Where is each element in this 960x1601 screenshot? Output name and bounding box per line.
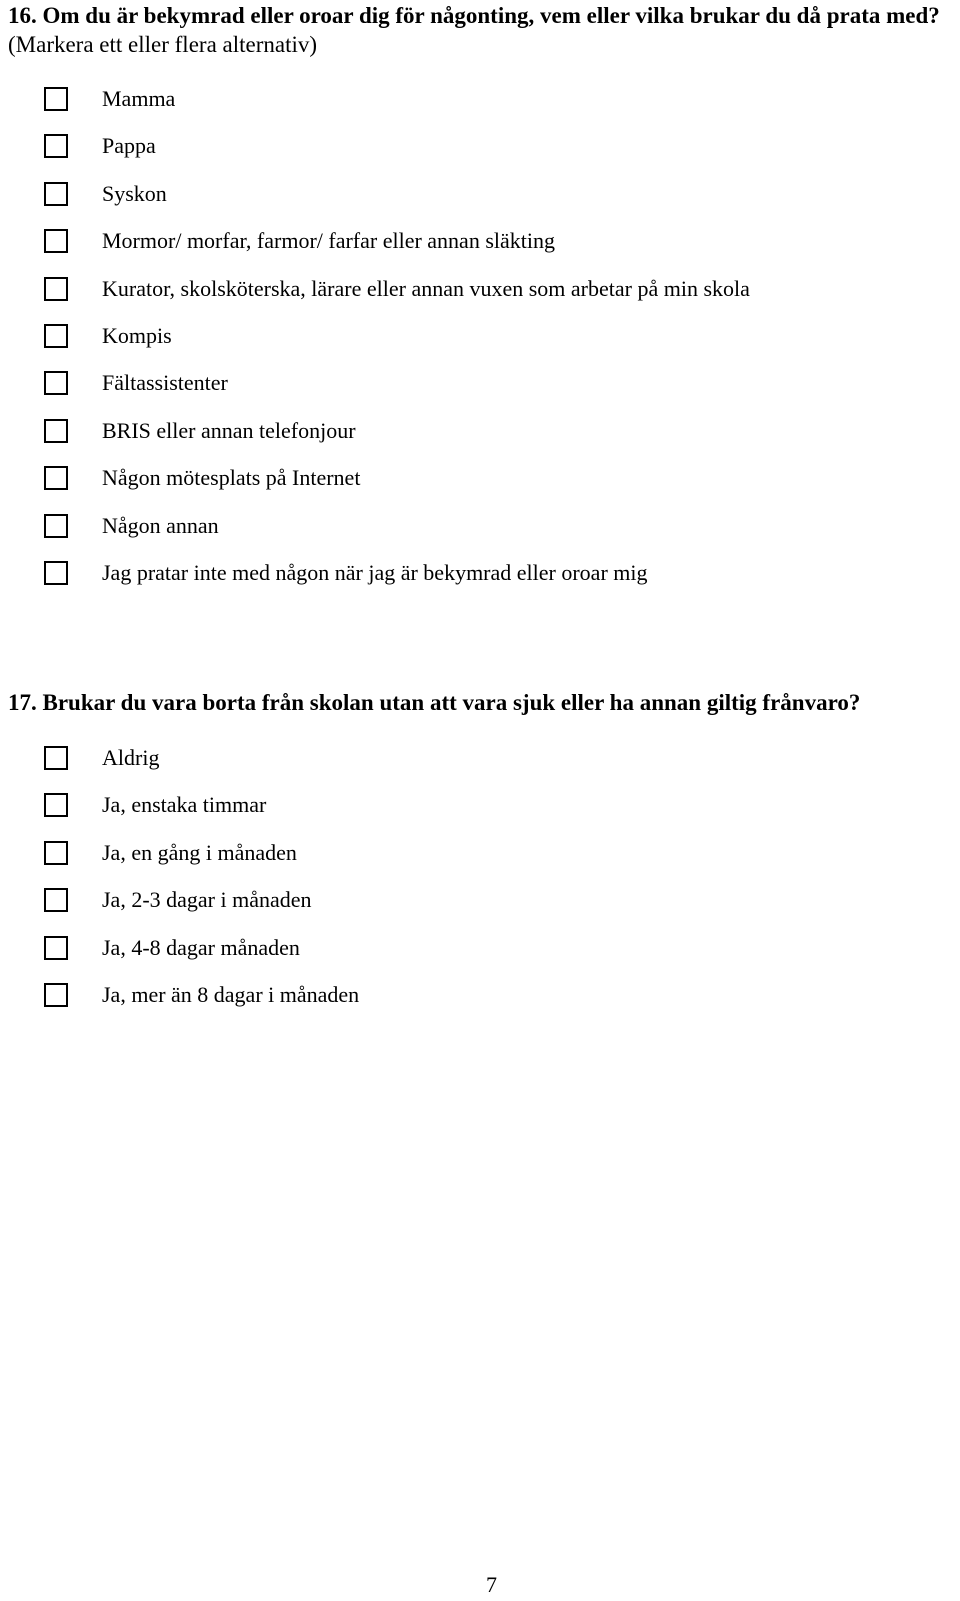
option-label: Jag pratar inte med någon när jag är bekymrad eller oroar mig: [102, 559, 648, 585]
option-label: Kurator, skolsköterska, lärare eller annan vuxen som arbetar på min skola: [102, 275, 750, 301]
option-row: [44, 228, 750, 275]
option-row: [44, 86, 750, 133]
option-row: [44, 513, 750, 560]
checkbox[interactable]: [44, 983, 68, 1007]
checkbox[interactable]: [44, 561, 68, 585]
option-label: Pappa: [102, 133, 156, 159]
checkbox[interactable]: [44, 277, 68, 301]
option-label: Syskon: [102, 180, 167, 206]
question-16-text: 16. Om du är bekymrad eller oroar dig för någonting, vem eller vilka brukar du då prata med?: [8, 3, 940, 28]
checkbox[interactable]: [44, 371, 68, 395]
option-label: Ja, en gång i månaden: [102, 839, 297, 865]
option-row: [44, 418, 750, 465]
option-row: [44, 887, 359, 934]
option-row: [44, 792, 359, 839]
option-row: [44, 323, 750, 370]
option-label: Kompis: [102, 322, 172, 348]
checkbox[interactable]: [44, 324, 68, 348]
checkbox[interactable]: [44, 888, 68, 912]
option-label: Aldrig: [102, 745, 160, 770]
option-label: Någon annan: [102, 512, 219, 538]
option-label: Fältassistenter: [102, 370, 228, 396]
question-16-heading: [8, 1, 948, 59]
option-row: [44, 276, 750, 323]
option-row: [44, 840, 359, 887]
option-row: [44, 982, 359, 1029]
option-row: [44, 745, 359, 792]
option-label: Någon mötesplats på Internet: [102, 465, 361, 491]
checkbox[interactable]: [44, 793, 68, 817]
checkbox[interactable]: [44, 182, 68, 206]
option-row: [44, 370, 750, 417]
option-row: [44, 560, 750, 607]
page-number: 7: [486, 1572, 497, 1597]
option-label: Ja, 4-8 dagar månaden: [102, 934, 300, 960]
question-17-heading: 17. Brukar du vara borta från skolan utan att vara sjuk eller ha annan giltig frånvaro?: [8, 690, 861, 715]
checkbox[interactable]: [44, 936, 68, 960]
checkbox[interactable]: [44, 134, 68, 158]
option-label: Mamma: [102, 86, 176, 111]
option-row: [44, 181, 750, 228]
checkbox[interactable]: [44, 419, 68, 443]
checkbox[interactable]: [44, 841, 68, 865]
checkbox[interactable]: [44, 746, 68, 770]
question-16-options: [44, 86, 750, 607]
option-label: Ja, enstaka timmar: [102, 792, 267, 818]
option-label: BRIS eller annan telefonjour: [102, 417, 356, 443]
option-label: Mormor/ morfar, farmor/ farfar eller annan släkting: [102, 228, 555, 254]
option-row: [44, 133, 750, 180]
option-row: [44, 465, 750, 512]
checkbox[interactable]: [44, 514, 68, 538]
checkbox[interactable]: [44, 87, 68, 111]
question-16-note: (Markera ett eller flera alternativ): [8, 32, 318, 57]
option-label: Ja, mer än 8 dagar i månaden: [102, 981, 360, 1007]
checkbox[interactable]: [44, 466, 68, 490]
checkbox[interactable]: [44, 229, 68, 253]
question-17-options: [44, 745, 359, 1029]
option-row: [44, 935, 359, 982]
option-label: Ja, 2-3 dagar i månaden: [102, 887, 312, 913]
